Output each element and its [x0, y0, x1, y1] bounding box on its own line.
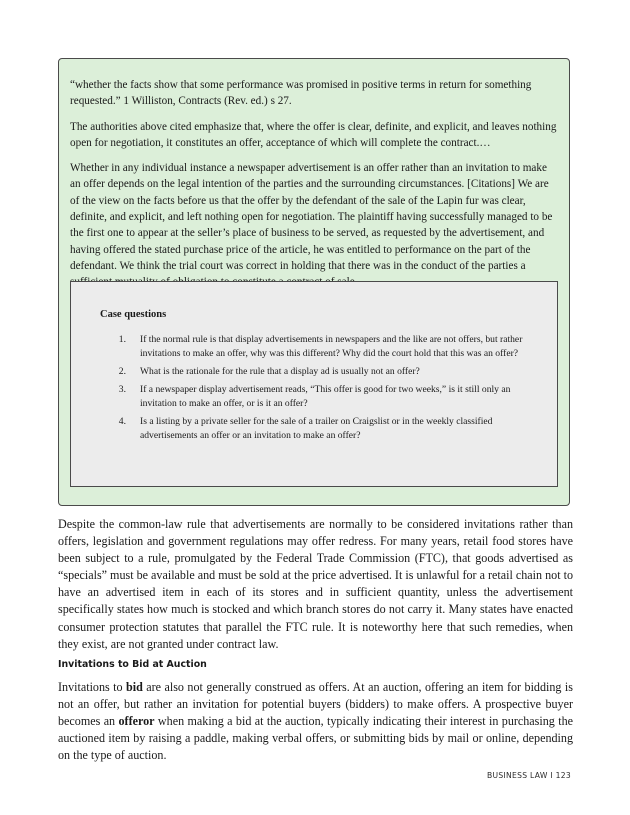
term-bid: bid [126, 680, 143, 694]
case-excerpt-box [58, 58, 570, 506]
case-question-text: What is the rationale for the rule that a display ad is usually not an offer? [140, 365, 420, 377]
section-subheading: Invitations to Bid at Auction [58, 659, 207, 670]
case-questions-box [70, 281, 558, 487]
body-paragraph-2-container [58, 679, 573, 764]
p2-text-c: when making a bid at the auction, typically indicating their interest in purchasing the auctioned item by raising a paddle, making verbal offers, or submitting bids by mail or online, depending on the type of auction. [58, 714, 573, 763]
case-question-item [100, 333, 557, 361]
page-footer: BUSINESS LAW I 123 [486, 771, 571, 780]
quote-paragraph-3: Whether in any individual instance a newspaper advertisement is an offer rather than an invitation to make an offer depends on the legal intention of the parties and the surrounding circumstances. [Citations] We are of the view on the facts before us that the offer by the defendant of the sale of the Lapin fur was clear, definite, and explicit, and left nothing open for negotiation. The plaintiff having successfully managed to be the first one to appear at the seller’s place of business to be served, as requested by the advertisement, and having offered the stated purchase price of the article, he was entitled to performance on the part of the defendant. We think the trial court was correct in holding that there was in the conduct of the parties a [70, 162, 553, 272]
p2-text-b: are also not generally construed as offers. At an auction, offering an item for bidding is not an offer, but rather an invitation for potential buyers (bidders) to make offers. A prospective buyer becomes an [58, 680, 573, 729]
case-question-item [100, 365, 557, 379]
body-paragraph-1-container [58, 516, 573, 653]
case-question-text: Is a listing by a private seller for the sale of a trailer on Craigslist or in the weekly classified advertisements an offer or an invitation to make an offer? [140, 415, 493, 441]
case-question-number: 3. [118, 383, 126, 395]
term-offeror: offeror [118, 714, 155, 729]
case-question-number: 1. [118, 334, 126, 345]
case-question-item [100, 415, 557, 443]
quote-paragraph-1: “whether the facts show that some performance was promised in positive terms in return for something requested.” 1 Williston, Contracts (Rev. ed.) s 27. [70, 79, 532, 108]
quote-paragraph-2: The authorities above cited emphasize that, where the offer is clear, definite, and explicit, and leaves nothing open for negotiation, it constitutes an offer, acceptance of which will complete the contract.… [70, 120, 557, 149]
case-question-text: If the normal rule is that display advertisements in newspapers and the like are not offers, but rather invitations to make an offer, why was this different? Why did the court hold that this was an offer? [140, 334, 523, 360]
body-paragraph-1: Despite the common-law rule that advertisements are normally to be considered invitations rather than offers, legislation and government regulations may offer redress. For many years, retail food stores have been subject to a rule, promulgated by the Federal Trade Commission (FTC), that goods advertised as “specials” must be available and must be sold at the price advertised. It is unlawful for a retail chain not to have an advertised item in each of its stores and in sufficient quantity, unless the advertisement specifically states how much is stocked and which branch stores do not carry it. Many states have enacted consumer protection statutes that parallel the FTC rule. It is noteworthy here that such remedies, when they exist, are not granted under contract law. [58, 517, 573, 651]
body-paragraph-2 [58, 679, 573, 764]
case-question-number: 2. [118, 365, 126, 377]
case-question-item [100, 383, 557, 411]
case-questions-list [100, 333, 557, 443]
case-questions-title: Case questions [100, 309, 167, 320]
case-question-number: 4. [118, 415, 126, 427]
case-question-text: If a newspaper display advertisement reads, “This offer is good for two weeks,” is it still only an invitation to make an offer, or is it an offer? [140, 383, 511, 409]
p2-text-a: Invitations to [58, 680, 127, 694]
